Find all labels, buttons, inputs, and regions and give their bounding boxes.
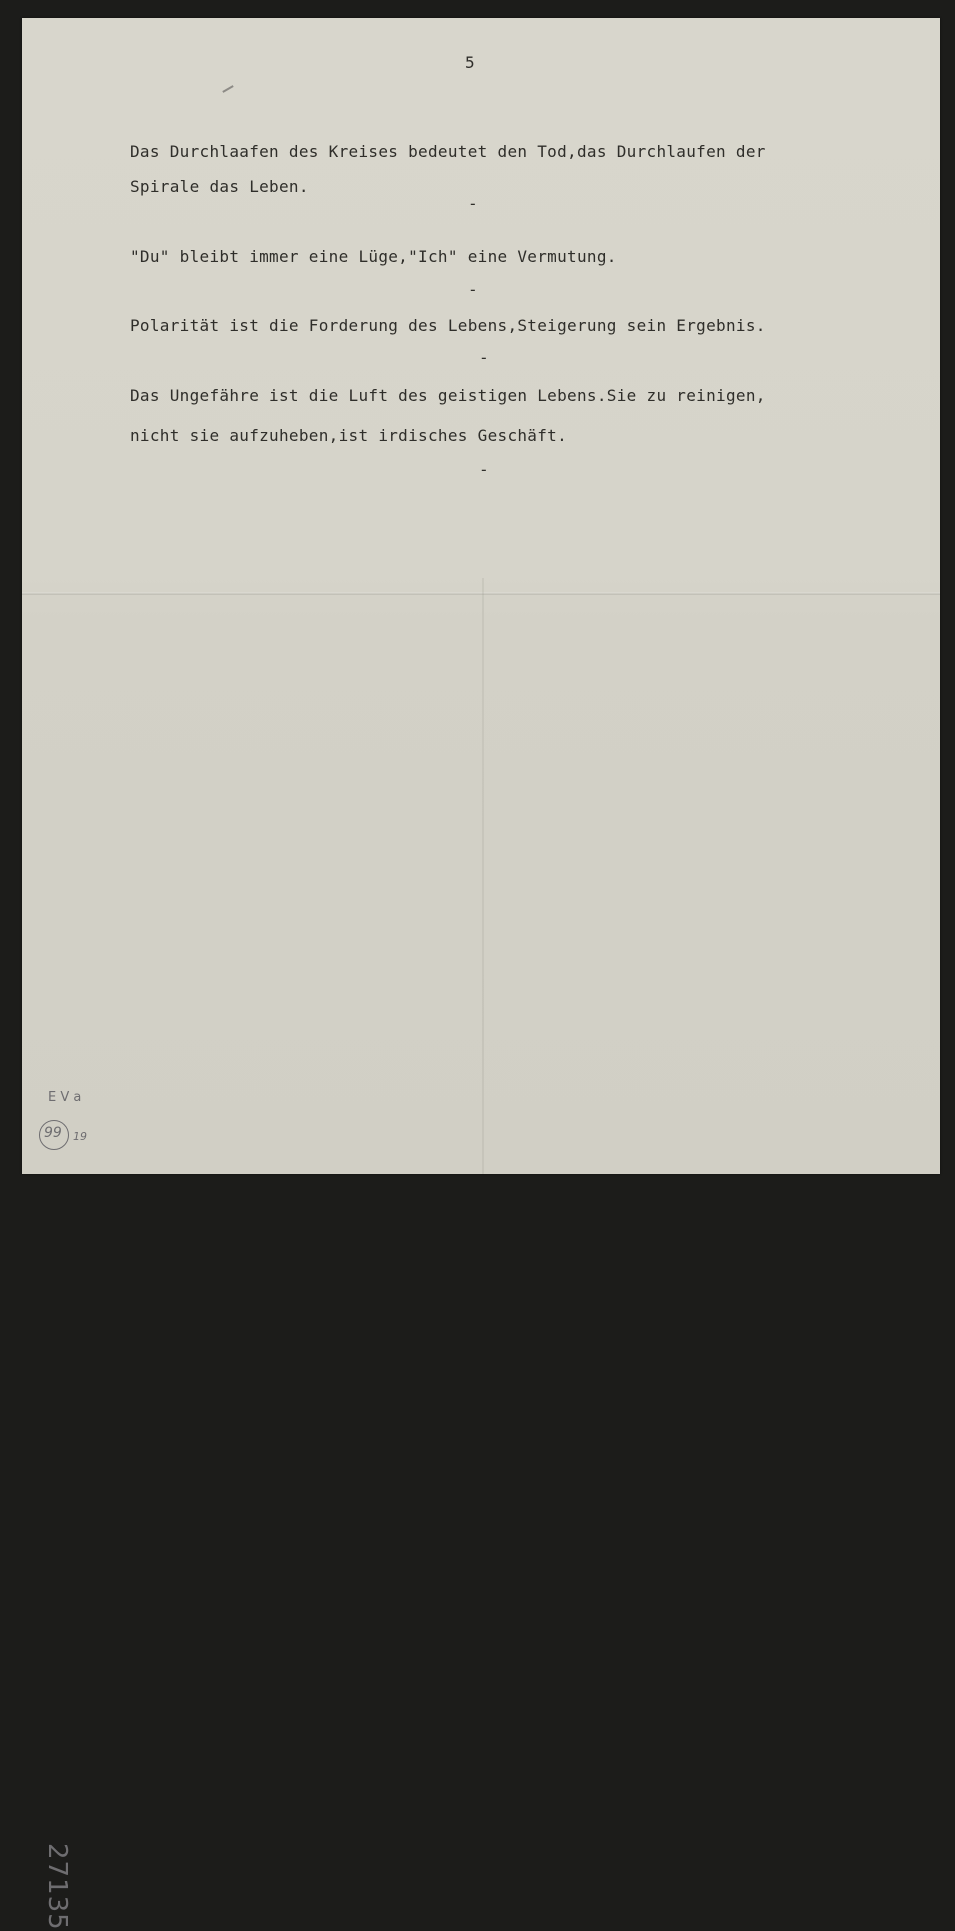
page-number: 5 — [465, 53, 475, 72]
pencil-mark — [222, 85, 233, 93]
paper-sheet — [22, 18, 940, 1931]
pencil-inventory-number: 27135 — [42, 1843, 72, 1931]
aphorism-1-line-2: Spirale das Leben. — [130, 177, 309, 196]
separator-4: - — [479, 460, 489, 479]
aphorism-4-line-1: Das Ungefähre ist die Luft des geistigen Lebens.Sie zu reinigen, — [130, 386, 766, 405]
horizontal-fold — [22, 592, 940, 595]
aphorism-2-line-1: "Du" bleibt immer eine Lüge,"Ich" eine Vermutung. — [130, 247, 617, 266]
archive-number: 99 — [44, 1125, 62, 1141]
archive-sub-number: 19 — [73, 1130, 87, 1143]
archive-signature: E V a — [48, 1090, 82, 1105]
separator-2: - — [468, 280, 478, 299]
aphorism-4-line-2: nicht sie aufzuheben,ist irdisches Geschäft. — [130, 426, 568, 445]
separator-3: - — [479, 348, 489, 367]
aphorism-1-line-1: Das Durchlaafen des Kreises bedeutet den Tod,das Durchlaufen der — [130, 142, 766, 161]
vertical-crease — [482, 578, 484, 1174]
aphorism-3-line-1: Polarität ist die Forderung des Lebens,Steigerung sein Ergebnis. — [130, 316, 766, 335]
separator-1: - — [468, 194, 478, 213]
